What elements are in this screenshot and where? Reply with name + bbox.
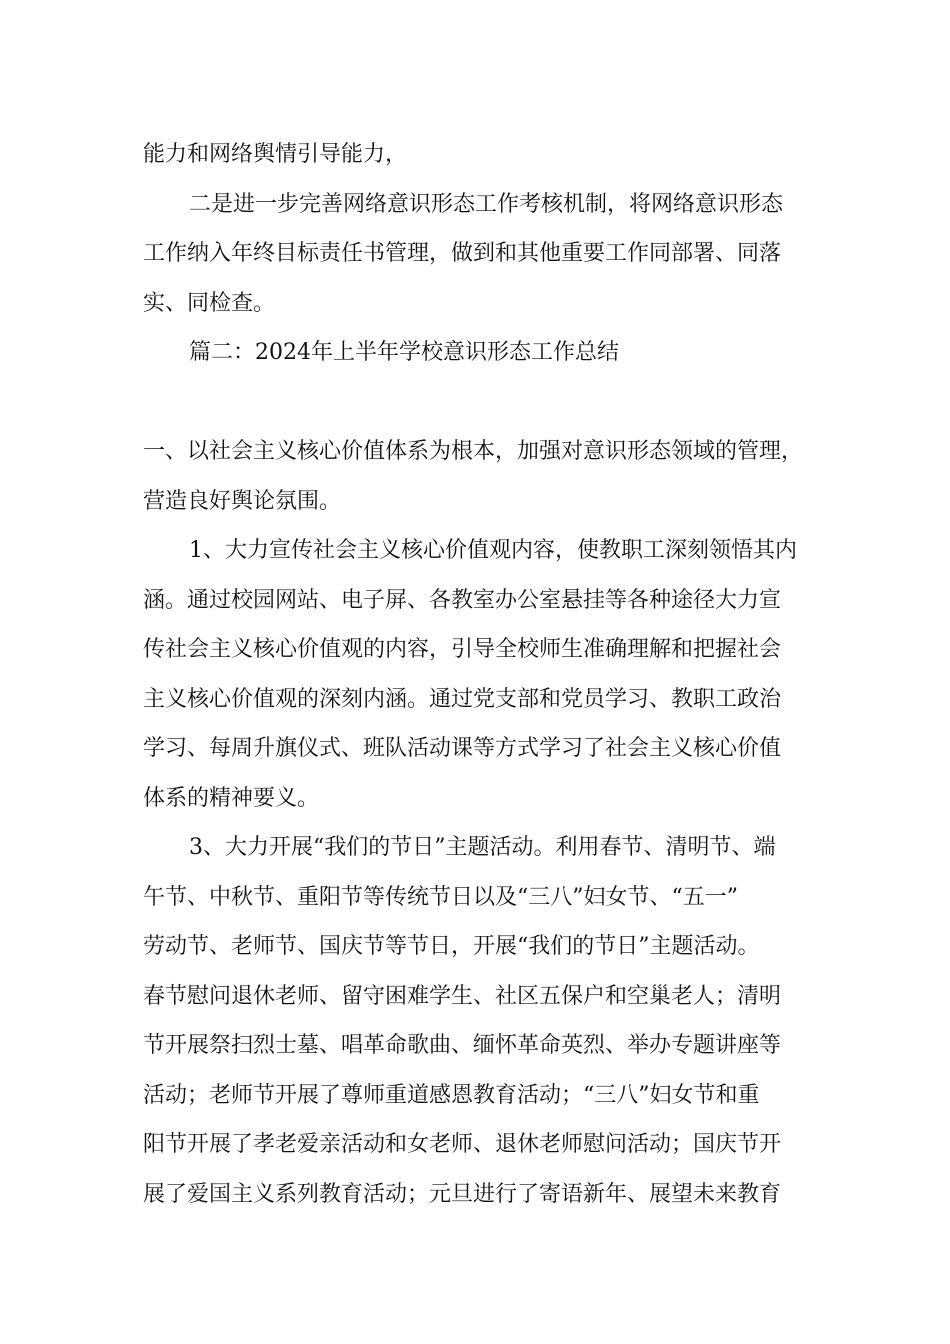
document-body: [143, 130, 808, 1219]
text-line-19: 活动；老师节开展了尊师重道感恩教育活动；“三八”妇女节和重: [143, 1082, 760, 1108]
text-line-13: 体系的精神要义。: [143, 785, 320, 811]
text-line-16: 劳动节、老师节、国庆节等节日，开展“我们的节日”主题活动。: [143, 934, 760, 959]
text-line-6: 一、以社会主义核心价值体系为根本，加强对意识形态领域的管理，: [143, 439, 804, 464]
text-line-12: 学习、每周升旗仪式、班队活动课等方式学习了社会主义核心价值: [143, 736, 782, 761]
text-line-8: 1、大力宣传社会主义核心价值观内容，使教职工深刻领悟其内: [189, 538, 797, 563]
text-line-4: 实、同检查。: [143, 290, 276, 316]
text-line-1: 能力和网络舆情引导能力，: [143, 142, 408, 167]
text-line-21: 展了爱国主义系列教育活动；元旦进行了寄语新年、展望未来教育: [143, 1181, 782, 1207]
text-line-20: 阳节开展了孝老爱亲活动和女老师、退休老师慰问活动；国庆节开: [143, 1132, 782, 1157]
text-line-18: 节开展祭扫烈士墓、唱革命歌曲、缅怀革命英烈、举办专题讲座等: [143, 1033, 782, 1058]
blank-line: [143, 378, 808, 428]
text-line-2: 二是进一步完善网络意识形态工作考核机制，将网络意识形态: [189, 191, 784, 217]
text-line-17: 春节慰问退休老师、留守困难学生、社区五保户和空巢老人；清明: [143, 983, 782, 1009]
section-heading: 篇二：2024年上半年学校意识形态工作总结: [189, 340, 619, 365]
text-line-7: 营造良好舆论氛围。: [143, 488, 342, 514]
text-line-9: 涵。通过校园网站、电子屏、各教室办公室悬挂等各种途径大力宣: [143, 587, 782, 613]
text-line-14: 3、大力开展“我们的节日”主题活动。利用春节、清明节、端: [189, 835, 776, 860]
text-line-10: 传社会主义核心价值观的内容，引导全校师生准确理解和把握社会: [143, 637, 782, 662]
text-line-3: 工作纳入年终目标责任书管理，做到和其他重要工作同部署、同落: [143, 241, 782, 266]
text-line-11: 主义核心价值观的深刻内涵。通过党支部和党员学习、教职工政治: [143, 686, 782, 712]
text-line-15: 午节、中秋节、重阳节等传统节日以及“三八”妇女节、“五一”: [143, 884, 738, 910]
